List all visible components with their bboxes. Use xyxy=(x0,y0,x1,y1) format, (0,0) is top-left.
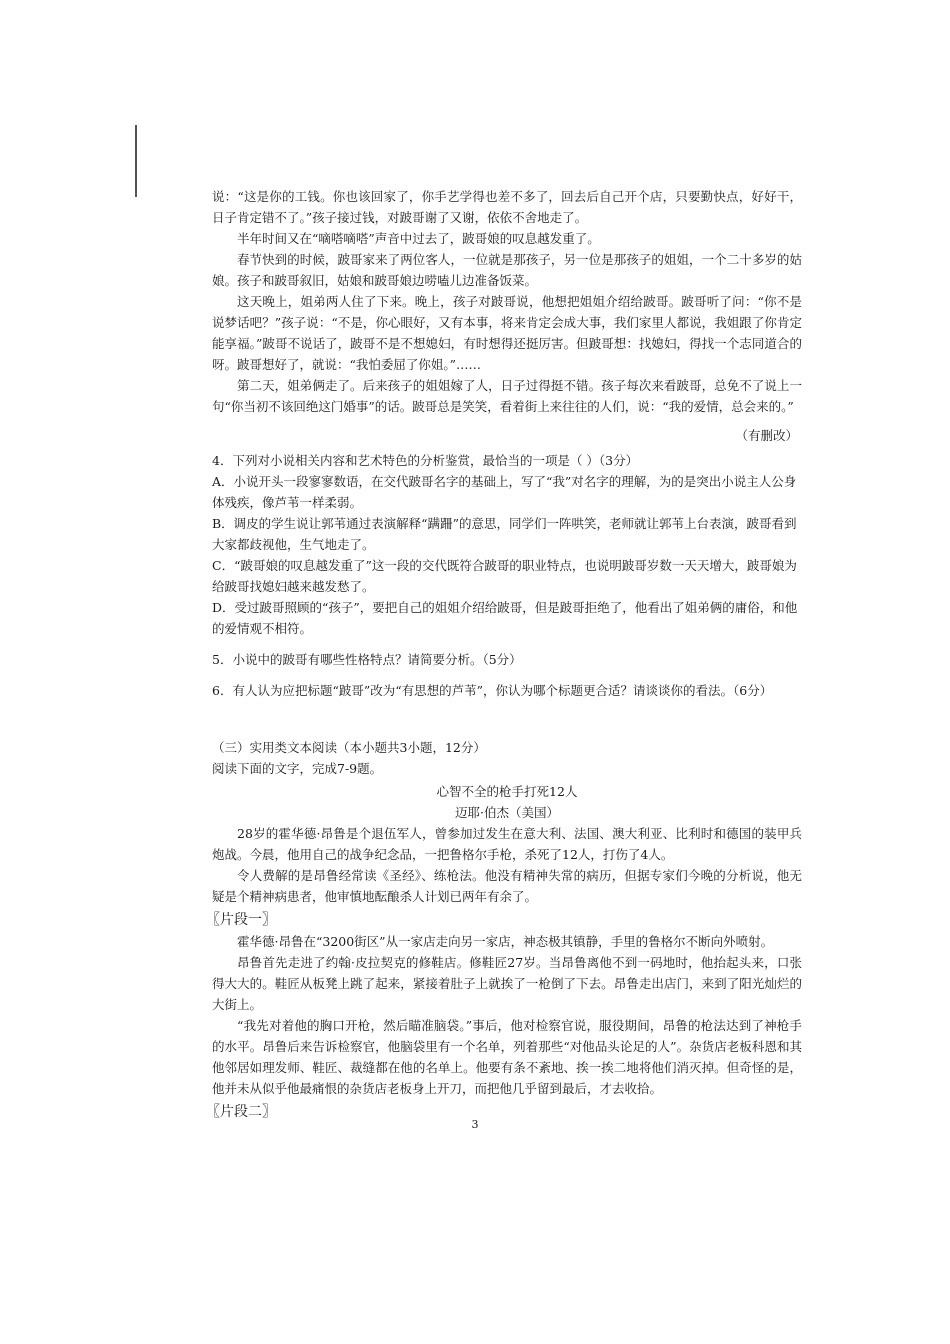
article-paragraph: 霍华德·昂鲁在“3200街区”从一家店走向另一家店，神态极其镇静，手里的鲁格尔不断向外喷射。 xyxy=(237,934,774,949)
question-6: 6．有人认为应把标题“跛哥”改为“有思想的芦苇”，你认为哪个标题更合适？请谈谈你的看法。（6分） xyxy=(212,683,773,698)
article-paragraph: 昂鲁首先走进了约翰·皮拉契克的修鞋店。修鞋匠27岁。当昂鲁离他不到一码地时，他抬起头来，口张得大大的。鞋匠从板凳上跳了起来，紧接着肚子上就挨了一枪倒了下去。昂鲁走出店门，来到了阳光灿烂的大街上。 xyxy=(212,955,802,1012)
option-c: C．“跛哥娘的叹息越发重了”这一段的交代既符合跛哥的职业特点，也说明跛哥岁数一天天增大，跛哥娘为给跛哥找媳妇越来越发愁了。 xyxy=(212,558,797,594)
article-paragraph: 28岁的霍华德·昂鲁是个退伍军人，曾参加过发生在意大利、法国、澳大利亚、比利时和德国的装甲兵炮战。今晨，他用自己的战争纪念品，一把鲁格尔手枪，杀死了12人，打伤了4人。 xyxy=(212,826,802,862)
article-title: 心智不全的枪手打死12人 xyxy=(436,784,578,799)
question-stem: 4．下列对小说相关内容和艺术特色的分析鉴赏，最恰当的一项是（ ）（3分） xyxy=(212,453,639,468)
option-d: D．受过跛哥照顾的“孩子”，要把自己的姐姐介绍给跛哥，但是跛哥拒绝了，他看出了姐弟俩的庸俗，和他的爱情观不相符。 xyxy=(212,600,798,636)
question-5: 5．小说中的跛哥有哪些性格特点？请简要分析。（5分） xyxy=(212,652,522,667)
story-paragraph: 第二天，姐弟俩走了。后来孩子的姐姐嫁了人，日子过得挺不错。孩子每次来看跛哥，总免不了说上一句“你当初不该回绝这门婚事”的话。跛哥总是笑笑，看着街上来往往的人们，说：“我的爱情，总会来的。” xyxy=(212,378,802,414)
article-paragraph: “我先对着他的胸口开枪，然后瞄准脑袋。”事后，他对检察官说，服役期间，昂鲁的枪法达到了神枪手的水平。昂鲁后来告诉检察官，他脑袋里有一个名单，列着那些“对他品头论足的人”。杂货店老板科恩和其他邻居如理发师、鞋匠、裁缝都在他的名单上。他要有条不紊地、挨一挨二地将他们消灭掉。但奇怪的是，他并未从似乎他最痛恨的杂货店老板身上开刀，而把他几乎留到最后，才去收拾。 xyxy=(212,1018,802,1096)
scan-edge-mark xyxy=(135,125,137,197)
section-instruction: 阅读下面的文字，完成7-9题。 xyxy=(212,761,383,776)
question-4 xyxy=(212,450,802,639)
segment-one-label: 〖片段一〗 xyxy=(206,912,276,928)
story-paragraph: 春节快到的时候，跛哥家来了两位客人，一位就是那孩子，另一位是那孩子的姐姐，一个二十多岁的姑娘。孩子和跛哥叙旧，姑娘和跛哥娘边唠嗑儿边准备饭菜。 xyxy=(212,252,802,288)
article-paragraph: 令人费解的是昂鲁经常读《圣经》、练枪法。他没有精神失常的病历，但据专家们今晚的分析说，他无疑是个精神病患者，他审慎地酝酿杀人计划已两年有余了。 xyxy=(212,868,802,904)
abridged-note: （有删改） xyxy=(735,428,798,443)
segment-two-label: 〖片段二〗 xyxy=(206,1104,276,1120)
option-b: B．调皮的学生说让郭苇通过表演解释“蹒跚”的意思，同学们一阵哄笑，老师就让郭苇上台表演，跛哥看到大家都歧视他，生气地走了。 xyxy=(212,516,797,552)
exam-page xyxy=(206,186,802,1123)
story-paragraph: 这天晚上，姐弟两人住了下来。晚上，孩子对跛哥说，他想把姐姐介绍给跛哥。跛哥听了问：“你不是说梦话吧？”孩子说：“不是，你心眼好，又有本事，将来肯定会成大事，我们家里人都说，我姐跟了你肯定能享福。”跛哥不说话了，跛哥不是不想媳妇，有时想得还挺厉害。但跛哥想：找媳妇，得找一个志同道合的呀。跛哥想好了，就说：“我怕委屈了你姐。”…… xyxy=(212,294,802,372)
story-paragraph: 半年时间又在“嘀嗒嘀嗒”声音中过去了，跛哥娘的叹息越发重了。 xyxy=(237,231,600,246)
story-excerpt xyxy=(212,186,802,446)
option-a: A．小说开头一段寥寥数语，在交代跛哥名字的基础上，写了“我”对名字的理解，为的是突出小说主人公身体残疾，像芦苇一样柔弱。 xyxy=(212,474,797,510)
page-number: 3 xyxy=(471,1118,479,1131)
article-author: 迈耶·伯杰（美国） xyxy=(455,805,559,820)
story-paragraph: 说：“这是你的工钱。你也该回家了，你手艺学得也差不多了，回去后自己开个店，只要勤快点，好好干，日子肯定错不了。”孩子接过钱，对跛哥谢了又谢，依依不舍地走了。 xyxy=(212,189,802,225)
section-heading: （三）实用类文本阅读（本小题共3小题，12分） xyxy=(212,740,486,755)
